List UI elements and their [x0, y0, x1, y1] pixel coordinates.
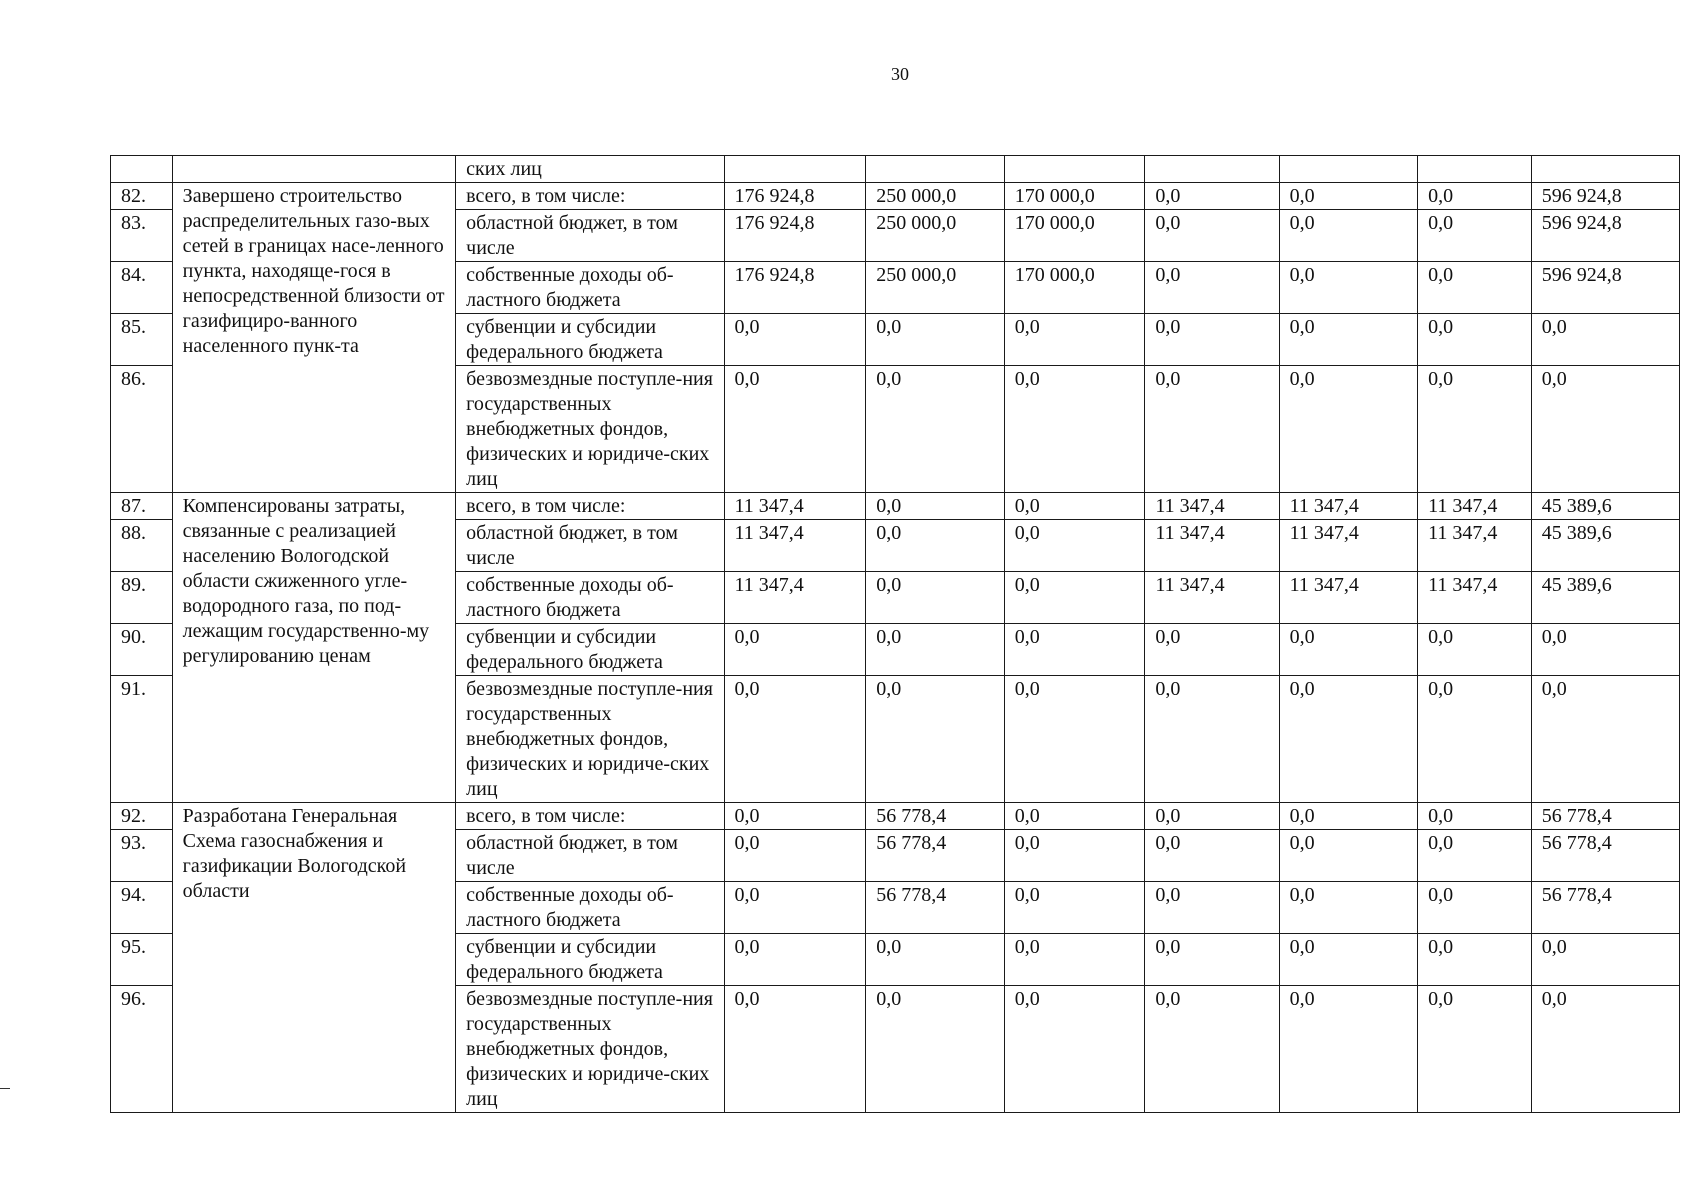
carryover-value-cell [724, 156, 866, 183]
row-number: 85. [111, 314, 173, 366]
funding-source: всего, в том числе: [456, 183, 724, 210]
total-cell: 596 924,8 [1531, 183, 1679, 210]
total-cell: 0,0 [1531, 314, 1679, 366]
funding-source: субвенции и субсидии федерального бюджета [456, 934, 724, 986]
value-cell: 0,0 [724, 676, 866, 803]
value-cell: 0,0 [1004, 830, 1145, 882]
value-cell: 0,0 [1004, 803, 1145, 830]
funding-source: субвенции и субсидии федерального бюджета [456, 624, 724, 676]
value-cell: 0,0 [1145, 262, 1279, 314]
measure-description: Разработана Генеральная Схема газоснабжения и газификации Вологодской области [172, 803, 456, 1113]
value-cell: 0,0 [1145, 882, 1279, 934]
table-row [111, 493, 1680, 520]
value-cell: 0,0 [1418, 803, 1532, 830]
value-cell: 0,0 [1418, 624, 1532, 676]
value-cell: 0,0 [1004, 572, 1145, 624]
carryover-value-cell [1145, 156, 1279, 183]
value-cell: 0,0 [1145, 183, 1279, 210]
table-row [111, 803, 1680, 830]
total-cell: 596 924,8 [1531, 262, 1679, 314]
total-cell: 0,0 [1531, 624, 1679, 676]
value-cell: 0,0 [1004, 493, 1145, 520]
carryover-value-cell [866, 156, 1005, 183]
value-cell: 0,0 [1004, 882, 1145, 934]
total-cell: 45 389,6 [1531, 572, 1679, 624]
value-cell: 0,0 [1279, 183, 1418, 210]
value-cell: 11 347,4 [1279, 572, 1418, 624]
value-cell: 11 347,4 [1145, 493, 1279, 520]
value-cell: 0,0 [724, 934, 866, 986]
value-cell: 56 778,4 [866, 882, 1005, 934]
table-row [111, 183, 1680, 210]
value-cell: 11 347,4 [1145, 572, 1279, 624]
value-cell: 0,0 [866, 572, 1005, 624]
value-cell: 0,0 [866, 314, 1005, 366]
value-cell: 0,0 [1418, 676, 1532, 803]
funding-source: безвозмездные поступле-ния государственных внебюджетных фондов, физических и юридиче-ских лиц [456, 676, 724, 803]
value-cell: 0,0 [1004, 986, 1145, 1113]
value-cell: 11 347,4 [1418, 493, 1532, 520]
total-cell: 56 778,4 [1531, 882, 1679, 934]
value-cell: 250 000,0 [866, 262, 1005, 314]
value-cell: 0,0 [724, 830, 866, 882]
value-cell: 0,0 [1418, 830, 1532, 882]
value-cell: 0,0 [866, 624, 1005, 676]
value-cell: 0,0 [1279, 882, 1418, 934]
total-cell: 0,0 [1531, 366, 1679, 493]
page-number: 30 [891, 64, 909, 84]
row-number: 91. [111, 676, 173, 803]
funding-source: всего, в том числе: [456, 493, 724, 520]
value-cell: 11 347,4 [724, 520, 866, 572]
value-cell: 0,0 [1279, 830, 1418, 882]
row-number: 82. [111, 183, 173, 210]
value-cell: 0,0 [1145, 934, 1279, 986]
row-number: 90. [111, 624, 173, 676]
carryover-source-cell: ских лиц [456, 156, 724, 183]
row-number: 88. [111, 520, 173, 572]
value-cell: 0,0 [1145, 366, 1279, 493]
funding-source: безвозмездные поступле-ния государственных внебюджетных фондов, физических и юридиче-ских лиц [456, 986, 724, 1113]
funding-source: областной бюджет, в том числе [456, 210, 724, 262]
measure-description: Завершено строительство распределительных газо-вых сетей в границах насе-ленного пункта, находяще-гося в непосредственной близости от газифициро-ванного населенного пунк-та [172, 183, 456, 493]
value-cell: 0,0 [1418, 882, 1532, 934]
funding-source: всего, в том числе: [456, 803, 724, 830]
value-cell: 0,0 [1279, 934, 1418, 986]
value-cell: 56 778,4 [866, 830, 1005, 882]
carryover-value-cell [1418, 156, 1532, 183]
total-cell: 0,0 [1531, 676, 1679, 803]
value-cell: 0,0 [724, 882, 866, 934]
value-cell: 56 778,4 [866, 803, 1005, 830]
value-cell: 0,0 [1279, 314, 1418, 366]
value-cell: 0,0 [866, 934, 1005, 986]
total-cell: 56 778,4 [1531, 830, 1679, 882]
funding-source: собственные доходы об-ластного бюджета [456, 262, 724, 314]
value-cell: 0,0 [724, 803, 866, 830]
value-cell: 0,0 [1004, 676, 1145, 803]
value-cell: 0,0 [724, 314, 866, 366]
row-number: 92. [111, 803, 173, 830]
value-cell: 176 924,8 [724, 262, 866, 314]
value-cell: 0,0 [724, 366, 866, 493]
value-cell: 0,0 [724, 624, 866, 676]
value-cell: 0,0 [1418, 210, 1532, 262]
funding-source: собственные доходы об-ластного бюджета [456, 882, 724, 934]
value-cell: 0,0 [866, 366, 1005, 493]
value-cell: 0,0 [1279, 210, 1418, 262]
value-cell: 0,0 [1418, 366, 1532, 493]
carryover-value-cell [1531, 156, 1679, 183]
total-cell: 45 389,6 [1531, 493, 1679, 520]
row-number: 96. [111, 986, 173, 1113]
value-cell: 0,0 [1145, 830, 1279, 882]
value-cell: 0,0 [1418, 934, 1532, 986]
margin-mark [0, 1088, 10, 1089]
value-cell: 0,0 [1004, 934, 1145, 986]
value-cell: 0,0 [1145, 314, 1279, 366]
row-number: 94. [111, 882, 173, 934]
funding-source: субвенции и субсидии федерального бюджета [456, 314, 724, 366]
carryover-value-cell [1279, 156, 1418, 183]
value-cell: 176 924,8 [724, 210, 866, 262]
row-number: 93. [111, 830, 173, 882]
value-cell: 11 347,4 [724, 493, 866, 520]
value-cell: 0,0 [1145, 210, 1279, 262]
value-cell: 0,0 [1004, 624, 1145, 676]
funding-source: областной бюджет, в том числе [456, 830, 724, 882]
value-cell: 0,0 [724, 986, 866, 1113]
carryover-num-cell [111, 156, 173, 183]
measure-description: Компенсированы затраты, связанные с реализацией населению Вологодской области сжиженного угле-водородного газа, по под-лежащим государственно-му регулированию ценам [172, 493, 456, 803]
value-cell: 0,0 [866, 986, 1005, 1113]
funding-source: собственные доходы об-ластного бюджета [456, 572, 724, 624]
value-cell: 11 347,4 [1279, 493, 1418, 520]
value-cell: 0,0 [1279, 262, 1418, 314]
carryover-value-cell [1004, 156, 1145, 183]
value-cell: 11 347,4 [1418, 520, 1532, 572]
value-cell: 0,0 [866, 520, 1005, 572]
value-cell: 11 347,4 [724, 572, 866, 624]
value-cell: 250 000,0 [866, 210, 1005, 262]
table-body [111, 156, 1680, 1113]
value-cell: 0,0 [866, 493, 1005, 520]
total-cell: 0,0 [1531, 934, 1679, 986]
total-cell: 45 389,6 [1531, 520, 1679, 572]
value-cell: 0,0 [1145, 986, 1279, 1113]
value-cell: 170 000,0 [1004, 183, 1145, 210]
value-cell: 0,0 [1145, 803, 1279, 830]
row-number: 83. [111, 210, 173, 262]
value-cell: 0,0 [866, 676, 1005, 803]
value-cell: 0,0 [1418, 262, 1532, 314]
row-number: 95. [111, 934, 173, 986]
funding-source: областной бюджет, в том числе [456, 520, 724, 572]
row-number: 86. [111, 366, 173, 493]
value-cell: 0,0 [1279, 624, 1418, 676]
value-cell: 250 000,0 [866, 183, 1005, 210]
value-cell: 0,0 [1145, 624, 1279, 676]
value-cell: 0,0 [1279, 803, 1418, 830]
value-cell: 176 924,8 [724, 183, 866, 210]
value-cell: 0,0 [1418, 183, 1532, 210]
row-number: 89. [111, 572, 173, 624]
value-cell: 11 347,4 [1418, 572, 1532, 624]
value-cell: 11 347,4 [1145, 520, 1279, 572]
funding-source: безвозмездные поступле-ния государственных внебюджетных фондов, физических и юридиче-ских лиц [456, 366, 724, 493]
value-cell: 170 000,0 [1004, 210, 1145, 262]
total-cell: 0,0 [1531, 986, 1679, 1113]
total-cell: 56 778,4 [1531, 803, 1679, 830]
value-cell: 0,0 [1279, 366, 1418, 493]
carryover-desc-cell [172, 156, 456, 183]
row-number: 87. [111, 493, 173, 520]
total-cell: 596 924,8 [1531, 210, 1679, 262]
value-cell: 0,0 [1279, 676, 1418, 803]
value-cell: 0,0 [1145, 676, 1279, 803]
row-number: 84. [111, 262, 173, 314]
value-cell: 0,0 [1418, 986, 1532, 1113]
value-cell: 0,0 [1418, 314, 1532, 366]
value-cell: 11 347,4 [1279, 520, 1418, 572]
budget-table [110, 155, 1680, 1113]
value-cell: 0,0 [1004, 366, 1145, 493]
value-cell: 170 000,0 [1004, 262, 1145, 314]
value-cell: 0,0 [1004, 520, 1145, 572]
value-cell: 0,0 [1279, 986, 1418, 1113]
carryover-row [111, 156, 1680, 183]
value-cell: 0,0 [1004, 314, 1145, 366]
